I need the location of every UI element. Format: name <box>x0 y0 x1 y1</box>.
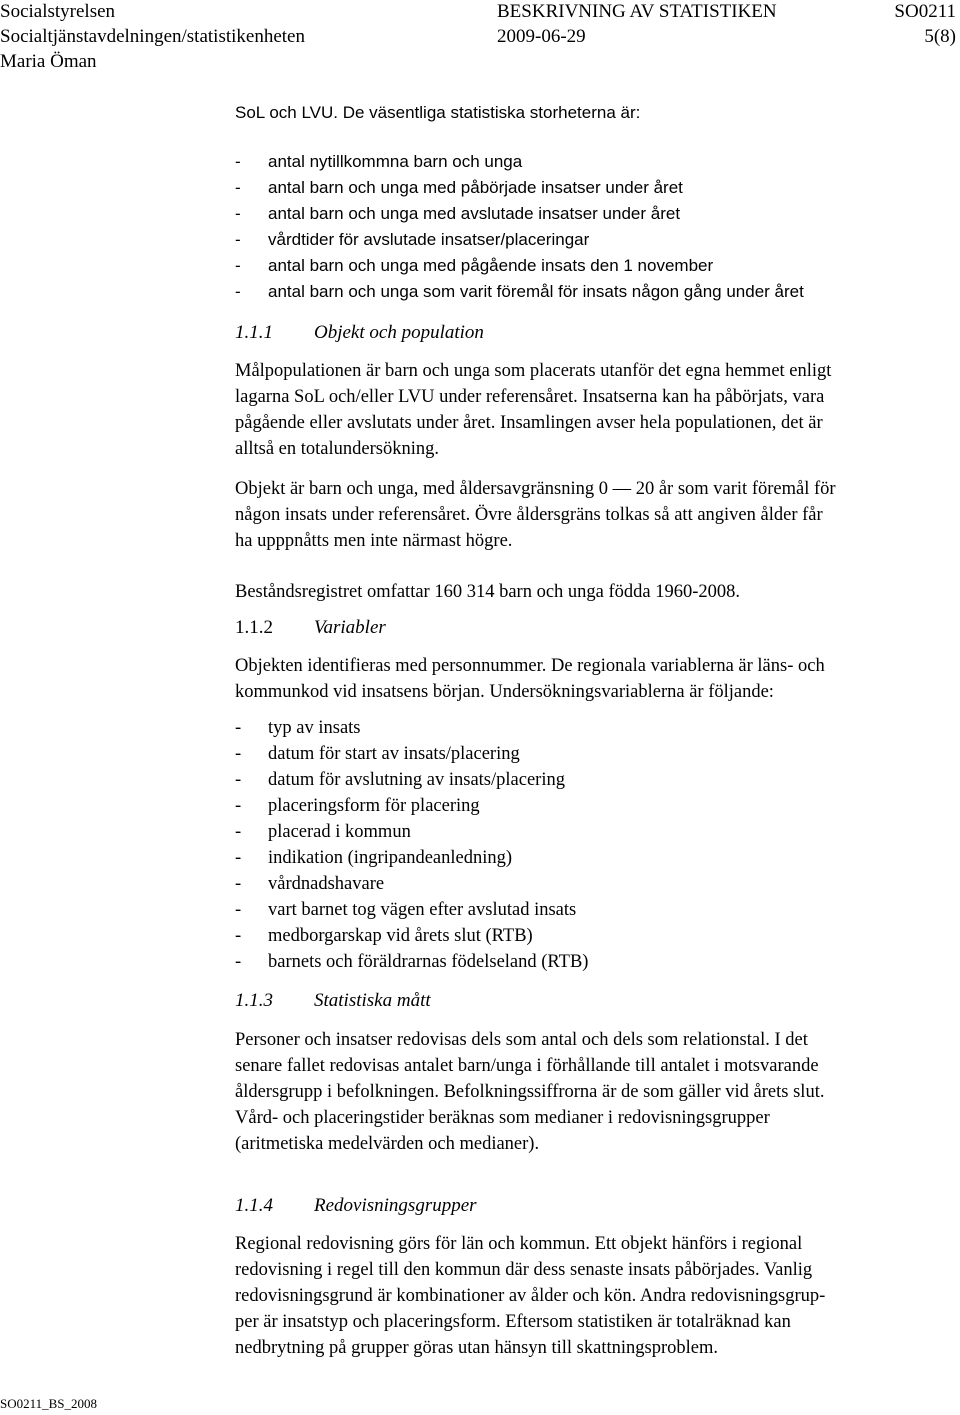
header-doc-type: BESKRIVNING AV STATISTIKEN <box>497 1 777 22</box>
section-title: Statistiska mått <box>314 990 431 1011</box>
list-item: - antal barn och unga med avslutade insatser under året <box>235 204 681 223</box>
section-title: Objekt och population <box>314 322 484 343</box>
paragraph: Målpopulationen är barn och unga som placerats utanför det egna hemmet enligt lagarna SoL och/eller LVU under referensåret. Insatserna kan ha påbörjats, vara pågående eller avslutats under året. Insamlingen avser hela populationen, det är alltså en totalundersökning. <box>235 361 832 459</box>
page-footer: SO0211_BS_2008 <box>0 1396 98 1411</box>
list-item: - datum för start av insats/placering <box>235 744 520 764</box>
list-item: - placeringsform för placering <box>235 796 480 816</box>
list-item: - indikation (ingripandeanledning) <box>235 848 513 868</box>
header-department: Socialtjänstavdelningen/statistikenheten <box>0 26 305 47</box>
list-item: - antal barn och unga med pågående insats den 1 november <box>235 256 714 275</box>
list-item: - medborgarskap vid årets slut (RTB) <box>235 926 533 946</box>
paragraph: Objekten identifieras med personnummer. De regionala variablerna är läns- och kommunkod vid insatsens början. Undersökningsvariablerna är följande: <box>235 656 825 702</box>
paragraph: Beståndsregistret omfattar 160 314 barn och unga födda 1960-2008. <box>235 582 741 602</box>
header-org: Socialstyrelsen <box>0 1 116 22</box>
list-item: - datum för avslutning av insats/placering <box>235 770 565 790</box>
list-item: - vårdnadshavare <box>235 874 385 894</box>
list-item: - vårdtider för avslutade insatser/placeringar <box>235 230 590 249</box>
header-date: 2009-06-29 <box>497 26 586 47</box>
header-page-number: 5(8) <box>924 26 956 47</box>
section-number: 1.1.3 <box>235 990 273 1011</box>
list-item: - vart barnet tog vägen efter avslutad insats <box>235 900 577 920</box>
section-number: 1.1.4 <box>235 1195 273 1216</box>
list-item: - typ av insats <box>235 718 361 738</box>
list-item: - antal barn och unga som varit föremål för insats någon gång under året <box>235 282 804 301</box>
list-item: - antal barn och unga med påbörjade insatser under året <box>235 178 683 197</box>
header-doc-code: SO0211 <box>894 1 956 22</box>
intro-text: SoL och LVU. De väsentliga statistiska storheterna är: <box>235 103 641 122</box>
section-title: Redovisningsgrupper <box>314 1195 477 1216</box>
section-number: 1.1.2 <box>235 617 273 638</box>
list-item: - barnets och föräldrarnas födelseland (RTB) <box>235 952 589 972</box>
header-author: Maria Öman <box>0 51 97 72</box>
section-number: 1.1.1 <box>235 322 273 343</box>
list-item: - antal nytillkommna barn och unga <box>235 152 523 171</box>
section-title: Variabler <box>314 617 386 638</box>
paragraph: Objekt är barn och unga, med åldersavgränsning 0 — 20 år som varit föremål för någon insats under referensåret. Övre åldersgräns tolkas så att angiven ålder får ha upppnåtts men inte närmast högre. <box>235 479 836 551</box>
paragraph: Personer och insatser redovisas dels som antal och dels som relationstal. I det senare fallet redovisas antalet barn/unga i förhållande till antalet i motsvarande åldersgrupp i befolkningen. Befolkningssiffrorna är de som gäller vid årets slut. Vård- och placeringstider beräknas som medianer i redovisningsgrupper (aritmetiska medelvärden och medianer). <box>235 1030 825 1154</box>
paragraph: Regional redovisning görs för län och kommun. Ett objekt hänförs i regional redovisning i regel till den kommun där dess senaste insats påbörjades. Vanlig redovisningsgrund är kombinationer av ålder och kön. Andra redovisningsgrup- per är insatstyp och placeringsform. Eftersom statistiken är totalräknad kan nedbrytning på grupper göras utan hänsyn till skattningsproblem. <box>235 1234 826 1358</box>
list-item: - placerad i kommun <box>235 822 411 842</box>
